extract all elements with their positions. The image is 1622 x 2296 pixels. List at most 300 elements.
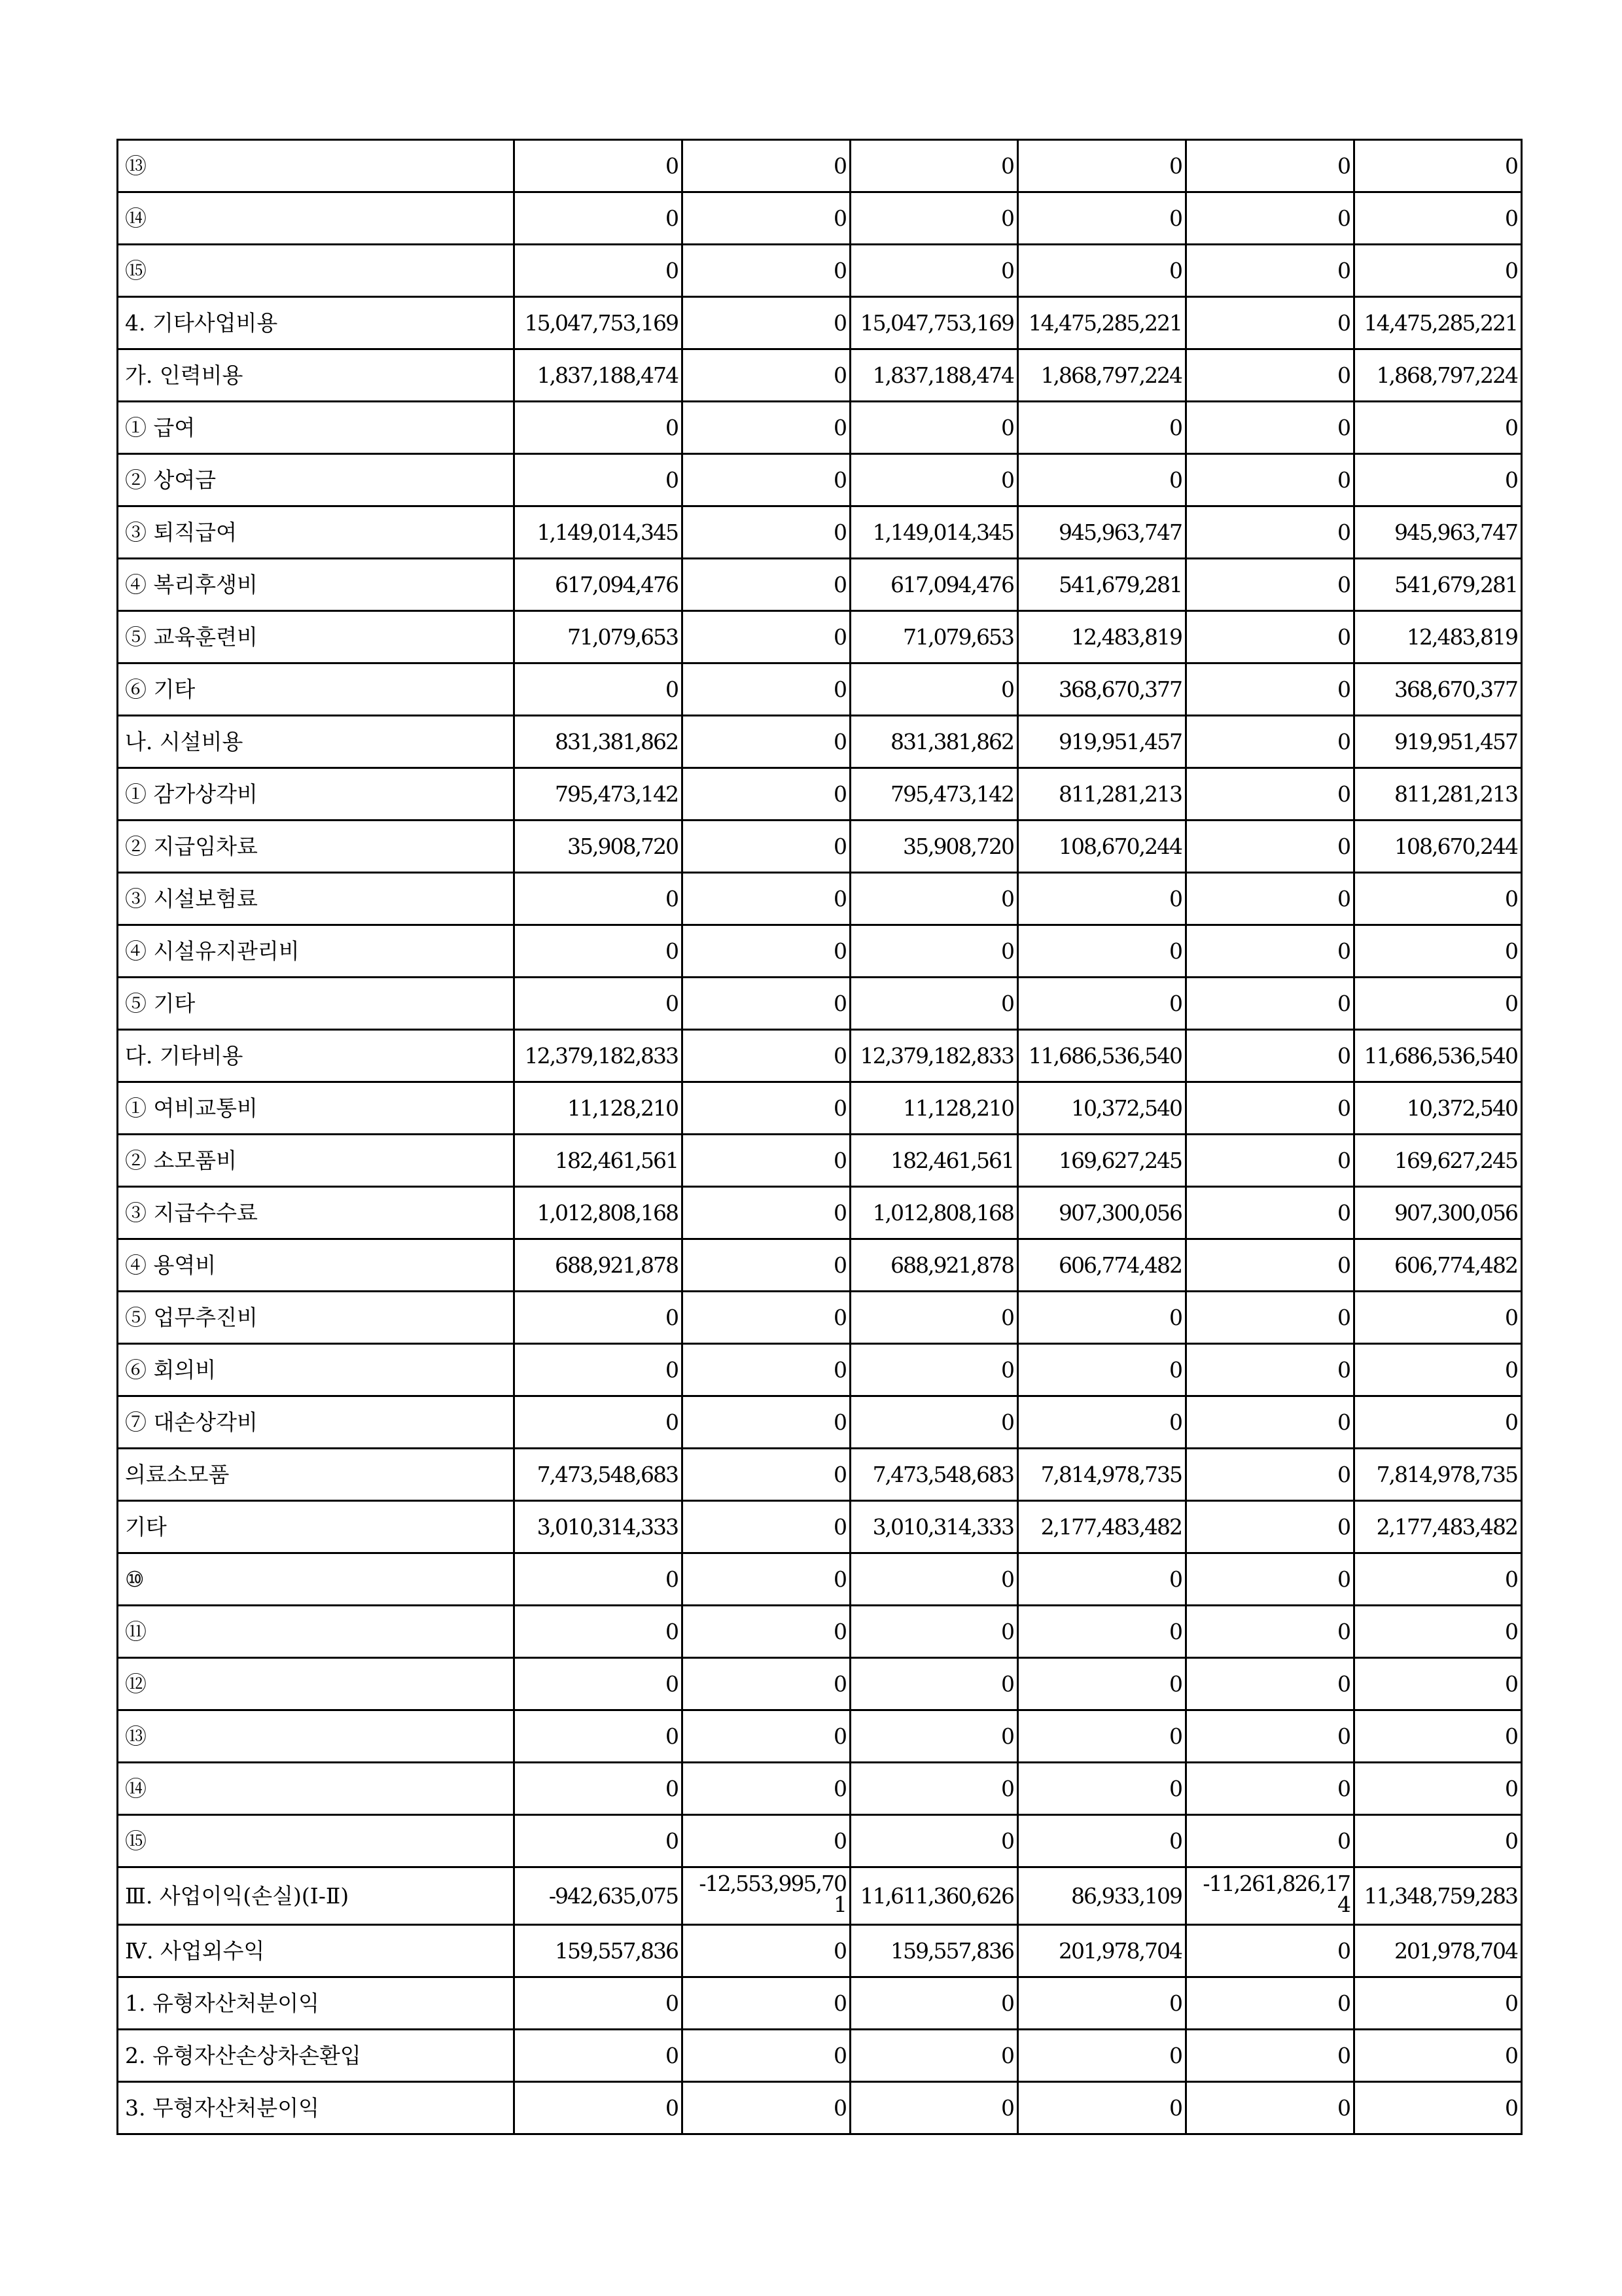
row-label: ① 감가상각비 [118, 768, 514, 821]
value-cell: 919,951,457 [1018, 716, 1186, 768]
value-cell: 0 [514, 140, 682, 192]
value-cell: 108,670,244 [1018, 821, 1186, 873]
table-row [118, 873, 1522, 925]
value-cell: 201,978,704 [1018, 1925, 1186, 1977]
row-label: Ⅲ. 사업이익(손실)(Ⅰ-Ⅱ) [118, 1867, 514, 1925]
row-label: 다. 기타비용 [118, 1030, 514, 1082]
value-cell: 0 [514, 663, 682, 716]
row-label: ④ 복리후생비 [118, 559, 514, 611]
value-cell: 0 [1186, 768, 1354, 821]
value-cell: 0 [1186, 925, 1354, 978]
row-label: ③ 시설보험료 [118, 873, 514, 925]
value-cell: 0 [851, 2030, 1018, 2082]
value-cell: 0 [1018, 1763, 1186, 1815]
value-cell: 0 [851, 1344, 1018, 1396]
value-cell: 541,679,281 [1018, 559, 1186, 611]
value-cell: 12,483,819 [1018, 611, 1186, 663]
value-cell: 0 [1186, 1449, 1354, 1501]
value-cell: 0 [514, 1763, 682, 1815]
row-label: ① 급여 [118, 402, 514, 454]
value-cell: 0 [1186, 349, 1354, 402]
row-label: ③ 퇴직급여 [118, 506, 514, 559]
value-cell: 12,483,819 [1354, 611, 1522, 663]
row-label: ④ 용역비 [118, 1239, 514, 1292]
table-row [118, 140, 1522, 192]
row-label: 가. 인력비용 [118, 349, 514, 402]
value-cell: 71,079,653 [851, 611, 1018, 663]
value-cell: 831,381,862 [851, 716, 1018, 768]
table-row [118, 1763, 1522, 1815]
value-cell: 0 [514, 454, 682, 506]
value-cell: 0 [682, 663, 851, 716]
value-cell: 0 [682, 1082, 851, 1135]
value-cell: 0 [1018, 873, 1186, 925]
value-cell: 811,281,213 [1354, 768, 1522, 821]
table-row [118, 611, 1522, 663]
value-cell: 0 [514, 873, 682, 925]
table-row [118, 2030, 1522, 2082]
value-cell: 0 [682, 1187, 851, 1239]
value-cell: 0 [682, 1449, 851, 1501]
value-cell: 0 [851, 1815, 1018, 1867]
value-cell: 0 [682, 1239, 851, 1292]
row-label: ⑥ 회의비 [118, 1344, 514, 1396]
table-row [118, 1658, 1522, 1710]
value-cell: 0 [514, 1396, 682, 1449]
value-cell: 0 [1186, 2030, 1354, 2082]
value-cell: 0 [1354, 1292, 1522, 1344]
value-cell: 169,627,245 [1354, 1135, 1522, 1187]
table-row [118, 1449, 1522, 1501]
value-cell: 0 [1354, 1763, 1522, 1815]
value-cell: 0 [1186, 1501, 1354, 1553]
value-cell: 945,963,747 [1354, 506, 1522, 559]
value-cell: 1,868,797,224 [1018, 349, 1186, 402]
table-row [118, 978, 1522, 1030]
value-cell: 0 [1186, 454, 1354, 506]
value-cell: 7,473,548,683 [514, 1449, 682, 1501]
value-cell: 0 [1018, 140, 1186, 192]
table-row [118, 192, 1522, 245]
value-cell: 86,933,109 [1018, 1867, 1186, 1925]
value-cell: 35,908,720 [851, 821, 1018, 873]
value-cell: 0 [851, 402, 1018, 454]
value-cell: 0 [1018, 1977, 1186, 2030]
row-label: ② 소모품비 [118, 1135, 514, 1187]
value-cell: 0 [851, 192, 1018, 245]
value-cell: 0 [514, 1292, 682, 1344]
value-cell: 0 [1018, 1710, 1186, 1763]
value-cell: 0 [1018, 1344, 1186, 1396]
value-cell: 0 [851, 663, 1018, 716]
value-cell: 0 [851, 873, 1018, 925]
table-row [118, 2082, 1522, 2134]
value-cell: 0 [1186, 245, 1354, 297]
value-cell: 35,908,720 [514, 821, 682, 873]
row-label: ⑦ 대손상각비 [118, 1396, 514, 1449]
value-cell: 0 [682, 1710, 851, 1763]
value-cell: 0 [682, 1606, 851, 1658]
value-cell: 0 [1186, 611, 1354, 663]
value-cell: 10,372,540 [1354, 1082, 1522, 1135]
value-cell: 0 [851, 1977, 1018, 2030]
value-cell: 0 [514, 1710, 682, 1763]
value-cell: -942,635,075 [514, 1867, 682, 1925]
value-cell: 12,379,182,833 [851, 1030, 1018, 1082]
value-cell: 0 [514, 925, 682, 978]
value-cell: 0 [1354, 140, 1522, 192]
value-cell: 0 [514, 978, 682, 1030]
value-cell: 0 [851, 2082, 1018, 2134]
value-cell: 14,475,285,221 [1018, 297, 1186, 349]
table-row [118, 1501, 1522, 1553]
value-cell: 919,951,457 [1354, 716, 1522, 768]
row-label: ③ 지급수수료 [118, 1187, 514, 1239]
value-cell: 0 [1186, 1606, 1354, 1658]
table-row [118, 1867, 1522, 1925]
value-cell: 0 [682, 1925, 851, 1977]
value-cell: 182,461,561 [514, 1135, 682, 1187]
value-cell: 7,814,978,735 [1018, 1449, 1186, 1501]
value-cell: 0 [851, 1710, 1018, 1763]
value-cell: 0 [1018, 1553, 1186, 1606]
value-cell: 0 [1354, 1815, 1522, 1867]
value-cell: 2,177,483,482 [1354, 1501, 1522, 1553]
row-label: ⑫ [118, 1658, 514, 1710]
value-cell: 1,149,014,345 [514, 506, 682, 559]
value-cell: 0 [682, 2030, 851, 2082]
value-cell: 0 [1018, 2082, 1186, 2134]
table-row [118, 716, 1522, 768]
value-cell: 159,557,836 [851, 1925, 1018, 1977]
value-cell: 0 [1186, 1815, 1354, 1867]
value-cell: 0 [1354, 402, 1522, 454]
row-label: ⑤ 기타 [118, 978, 514, 1030]
value-cell: 0 [1018, 1292, 1186, 1344]
value-cell: 0 [514, 1606, 682, 1658]
value-cell: 1,837,188,474 [514, 349, 682, 402]
table-row [118, 1344, 1522, 1396]
value-cell: 0 [1354, 454, 1522, 506]
value-cell: 0 [1186, 1187, 1354, 1239]
value-cell: 0 [682, 873, 851, 925]
value-cell: 368,670,377 [1354, 663, 1522, 716]
value-cell: 1,868,797,224 [1354, 349, 1522, 402]
row-label: ② 상여금 [118, 454, 514, 506]
value-cell: 0 [682, 1344, 851, 1396]
value-cell: 0 [851, 978, 1018, 1030]
row-label: 3. 무형자산처분이익 [118, 2082, 514, 2134]
value-cell: 0 [1354, 978, 1522, 1030]
value-cell: 0 [682, 2082, 851, 2134]
row-label: 기타 [118, 1501, 514, 1553]
value-cell: 0 [851, 1292, 1018, 1344]
value-cell: 795,473,142 [851, 768, 1018, 821]
value-cell: 71,079,653 [514, 611, 682, 663]
value-cell: 0 [1354, 1396, 1522, 1449]
value-cell: 0 [1186, 1763, 1354, 1815]
row-label: 2. 유형자산손상차손환입 [118, 2030, 514, 2082]
value-cell: 0 [1186, 1710, 1354, 1763]
value-cell: 0 [851, 925, 1018, 978]
row-label: ② 지급임차료 [118, 821, 514, 873]
value-cell: 541,679,281 [1354, 559, 1522, 611]
value-cell: 1,837,188,474 [851, 349, 1018, 402]
value-cell: 1,012,808,168 [514, 1187, 682, 1239]
value-cell: 0 [1354, 192, 1522, 245]
value-cell: 0 [1186, 402, 1354, 454]
value-cell: 0 [1018, 454, 1186, 506]
value-cell: 0 [1354, 2030, 1522, 2082]
value-cell: 0 [851, 454, 1018, 506]
row-label: ⑪ [118, 1606, 514, 1658]
value-cell: 0 [1186, 140, 1354, 192]
financial-statement-table [116, 139, 1523, 2135]
value-cell: 0 [682, 559, 851, 611]
value-cell: 0 [682, 925, 851, 978]
value-cell: 0 [1354, 1977, 1522, 2030]
value-cell: 0 [1186, 1658, 1354, 1710]
value-cell: 0 [1018, 925, 1186, 978]
value-cell: 0 [1186, 1239, 1354, 1292]
value-cell: 606,774,482 [1354, 1239, 1522, 1292]
value-cell: 0 [1354, 1553, 1522, 1606]
value-cell: 0 [514, 1977, 682, 2030]
value-cell: 11,611,360,626 [851, 1867, 1018, 1925]
value-cell: 0 [514, 402, 682, 454]
value-cell: 0 [1186, 2082, 1354, 2134]
table-row [118, 1292, 1522, 1344]
value-cell: 945,963,747 [1018, 506, 1186, 559]
table-row [118, 297, 1522, 349]
value-cell: 0 [682, 402, 851, 454]
value-cell: 688,921,878 [851, 1239, 1018, 1292]
value-cell: 0 [682, 245, 851, 297]
value-cell: 0 [1186, 297, 1354, 349]
value-cell: 0 [682, 454, 851, 506]
table-row [118, 925, 1522, 978]
value-cell: 0 [682, 1763, 851, 1815]
value-cell: 0 [1018, 192, 1186, 245]
row-label: ⑤ 업무추진비 [118, 1292, 514, 1344]
value-cell: 0 [1186, 1396, 1354, 1449]
row-label: ① 여비교통비 [118, 1082, 514, 1135]
value-cell: 0 [514, 1658, 682, 1710]
value-cell: 15,047,753,169 [851, 297, 1018, 349]
value-cell: 617,094,476 [851, 559, 1018, 611]
value-cell: 0 [1186, 506, 1354, 559]
value-cell: 0 [682, 140, 851, 192]
value-cell: 0 [851, 1658, 1018, 1710]
row-label: 4. 기타사업비용 [118, 297, 514, 349]
value-cell: 0 [1354, 2082, 1522, 2134]
value-cell: 11,686,536,540 [1354, 1030, 1522, 1082]
value-cell: 688,921,878 [514, 1239, 682, 1292]
value-cell: 0 [851, 245, 1018, 297]
value-cell: 617,094,476 [514, 559, 682, 611]
table-row [118, 1710, 1522, 1763]
value-cell: 368,670,377 [1018, 663, 1186, 716]
value-cell: 0 [851, 1553, 1018, 1606]
value-cell: 0 [682, 1658, 851, 1710]
row-label: 나. 시설비용 [118, 716, 514, 768]
value-cell: 0 [1018, 1815, 1186, 1867]
value-cell: 159,557,836 [514, 1925, 682, 1977]
value-cell: 0 [1018, 1606, 1186, 1658]
value-cell: 0 [1018, 1658, 1186, 1710]
table-row [118, 1925, 1522, 1977]
value-cell: 0 [682, 1030, 851, 1082]
value-cell: 0 [1186, 1082, 1354, 1135]
value-cell: 14,475,285,221 [1354, 297, 1522, 349]
value-cell: 12,379,182,833 [514, 1030, 682, 1082]
value-cell: 0 [514, 1344, 682, 1396]
value-cell: 0 [514, 1553, 682, 1606]
value-cell: 0 [682, 1977, 851, 2030]
table-row [118, 245, 1522, 297]
value-cell: 0 [682, 506, 851, 559]
value-cell: 0 [1186, 192, 1354, 245]
table-row [118, 1977, 1522, 2030]
value-cell: -12,553,995,701 [682, 1867, 851, 1925]
table-row [118, 1606, 1522, 1658]
value-cell: 0 [851, 1763, 1018, 1815]
value-cell: 811,281,213 [1018, 768, 1186, 821]
row-label: ⑮ [118, 1815, 514, 1867]
value-cell: 3,010,314,333 [514, 1501, 682, 1553]
value-cell: 0 [1018, 978, 1186, 1030]
value-cell: 0 [682, 821, 851, 873]
table-row [118, 559, 1522, 611]
value-cell: 0 [514, 245, 682, 297]
value-cell: 0 [1186, 1553, 1354, 1606]
value-cell: 0 [514, 2030, 682, 2082]
value-cell: 0 [1354, 925, 1522, 978]
value-cell: 0 [1018, 2030, 1186, 2082]
value-cell: 0 [1354, 873, 1522, 925]
value-cell: 1,149,014,345 [851, 506, 1018, 559]
table-row [118, 821, 1522, 873]
row-label: 1. 유형자산처분이익 [118, 1977, 514, 2030]
value-cell: 0 [682, 611, 851, 663]
value-cell: 11,128,210 [851, 1082, 1018, 1135]
row-label: ⑭ [118, 192, 514, 245]
table-row [118, 1553, 1522, 1606]
value-cell: 0 [851, 1606, 1018, 1658]
value-cell: 606,774,482 [1018, 1239, 1186, 1292]
value-cell: 0 [682, 1396, 851, 1449]
value-cell: 0 [682, 768, 851, 821]
row-label: ⑬ [118, 140, 514, 192]
value-cell: 0 [1186, 1344, 1354, 1396]
table-body [118, 140, 1522, 2134]
row-label: ⑭ [118, 1763, 514, 1815]
table-row [118, 402, 1522, 454]
value-cell: 0 [1354, 1344, 1522, 1396]
value-cell: 0 [1186, 716, 1354, 768]
row-label: Ⅳ. 사업외수익 [118, 1925, 514, 1977]
value-cell: 0 [1018, 245, 1186, 297]
value-cell: 0 [682, 1292, 851, 1344]
table-row [118, 1030, 1522, 1082]
value-cell: 0 [1186, 978, 1354, 1030]
value-cell: 0 [682, 716, 851, 768]
value-cell: 0 [514, 1815, 682, 1867]
value-cell: 831,381,862 [514, 716, 682, 768]
value-cell: 0 [1186, 821, 1354, 873]
value-cell: 0 [682, 349, 851, 402]
value-cell: 795,473,142 [514, 768, 682, 821]
value-cell: 7,473,548,683 [851, 1449, 1018, 1501]
value-cell: 0 [682, 1553, 851, 1606]
value-cell: 0 [682, 297, 851, 349]
row-label: ④ 시설유지관리비 [118, 925, 514, 978]
value-cell: 0 [1186, 873, 1354, 925]
value-cell: 0 [1018, 402, 1186, 454]
row-label: ⑤ 교육훈련비 [118, 611, 514, 663]
value-cell: 201,978,704 [1354, 1925, 1522, 1977]
value-cell: 10,372,540 [1018, 1082, 1186, 1135]
table-row [118, 1815, 1522, 1867]
table-row [118, 506, 1522, 559]
value-cell: 3,010,314,333 [851, 1501, 1018, 1553]
value-cell: 0 [514, 2082, 682, 2134]
value-cell: 11,348,759,283 [1354, 1867, 1522, 1925]
row-label: 의료소모품 [118, 1449, 514, 1501]
value-cell: 907,300,056 [1018, 1187, 1186, 1239]
value-cell: 108,670,244 [1354, 821, 1522, 873]
value-cell: 907,300,056 [1354, 1187, 1522, 1239]
table-row [118, 1135, 1522, 1187]
value-cell: 182,461,561 [851, 1135, 1018, 1187]
table-row [118, 663, 1522, 716]
value-cell: 11,686,536,540 [1018, 1030, 1186, 1082]
value-cell: 0 [1186, 1135, 1354, 1187]
row-label: ⑥ 기타 [118, 663, 514, 716]
value-cell: 0 [1186, 1030, 1354, 1082]
value-cell: 0 [514, 192, 682, 245]
value-cell: 0 [682, 1815, 851, 1867]
value-cell: -11,261,826,174 [1186, 1867, 1354, 1925]
value-cell: 0 [851, 140, 1018, 192]
value-cell: 0 [1354, 1658, 1522, 1710]
value-cell: 0 [851, 1396, 1018, 1449]
value-cell: 0 [1186, 1977, 1354, 2030]
row-label: ⑮ [118, 245, 514, 297]
value-cell: 0 [1354, 245, 1522, 297]
value-cell: 2,177,483,482 [1018, 1501, 1186, 1553]
value-cell: 0 [682, 978, 851, 1030]
value-cell: 0 [1354, 1710, 1522, 1763]
table-row [118, 349, 1522, 402]
value-cell: 0 [1186, 559, 1354, 611]
value-cell: 0 [1186, 1292, 1354, 1344]
value-cell: 0 [1186, 663, 1354, 716]
row-label: ⑩ [118, 1553, 514, 1606]
table-row [118, 454, 1522, 506]
table-row [118, 1239, 1522, 1292]
table-row [118, 1396, 1522, 1449]
value-cell: 0 [682, 1135, 851, 1187]
value-cell: 0 [1354, 1606, 1522, 1658]
table-row [118, 768, 1522, 821]
value-cell: 0 [682, 1501, 851, 1553]
value-cell: 0 [1018, 1396, 1186, 1449]
table-row [118, 1082, 1522, 1135]
value-cell: 0 [682, 192, 851, 245]
value-cell: 11,128,210 [514, 1082, 682, 1135]
value-cell: 7,814,978,735 [1354, 1449, 1522, 1501]
